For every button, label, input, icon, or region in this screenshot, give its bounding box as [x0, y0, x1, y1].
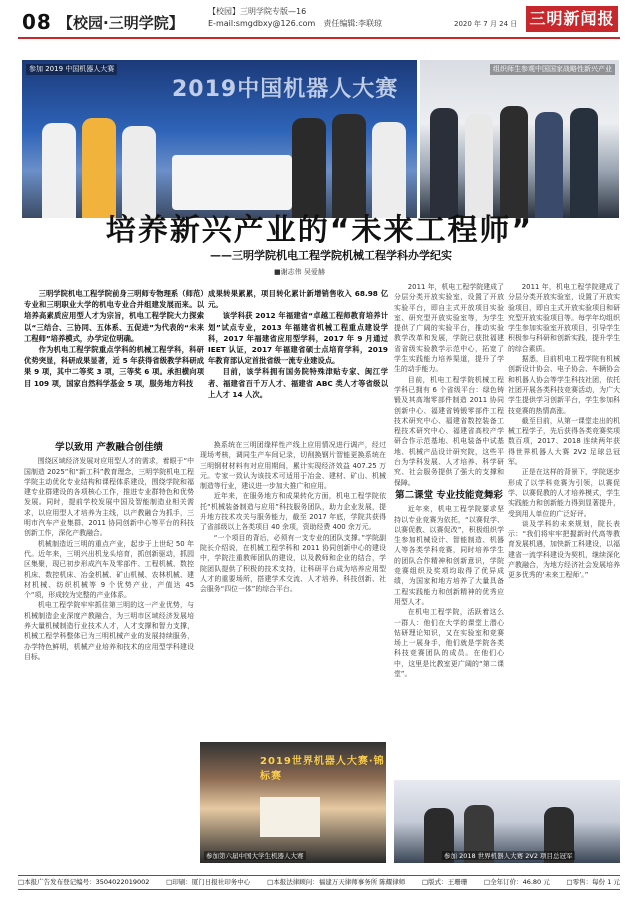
- body-paragraph: 机电工程学院牢牢抓住第三明的这一产业优势，与机械制造企业深度产教融合，为三明市区域经济发展培养大量机械制造行业技术人才，人才支撑和智力支撑，机械工程学科整体已为三明机械产业的发展持续服务，办学特色鲜明，机械产业培养和技术的应用型学科建设目标。: [24, 601, 194, 661]
- body-paragraph: 机械制造近三明的重点产业，起步于上世纪 50 年代。近年来，三明兴出机龙头培育，抓创新驱动，抓园区集聚，现已初步形成汽车及零部件、工程机械、数控机床、数控机床、冶金机械、矿山机械、农林机械、建材机械、纺织机械等 9 个优势产业，产值达 45 个“项，形成较为完整的产业体系。: [24, 539, 194, 600]
- photo-board-text: 2019世界机器人大赛·锦标赛: [260, 756, 385, 782]
- body-paragraph: 截至目前，从第一课堂走出的机械工程学子，先后获得各类竞赛奖项数百项，2017、2018 连续两年获得世界机器人大赛 2V2 足球总冠军。: [508, 416, 620, 467]
- body-paragraph: 在机电工程学院，活跃着这么一群人：他们在大学的课堂上潜心钻研理论知识，又在实验室和竞赛场上一展身手，他们就是学院各类科技竞赛团队的成员。在他们心中，这里是比教室更广阔的“第二课堂”。: [394, 608, 504, 678]
- body-paragraph: 目前，机电工程学院机械工程学科已拥有 6 个省级平台：绿色铸锻及其高端零部件制造 2011 协同创新中心、福建省铸锻零部件工程技术研究中心、福建省数控装备工程技术研究中心、福建省高校产学研合作示范基地、机电装备中试基地、机械产品设计研究院，这些平台为学科发展、人才培养、科学研究、社会服务提供了强大的支撑和保障。: [394, 375, 504, 487]
- article-subtitle: ——三明学院机电工程学院机械工程学科办学纪实: [210, 249, 452, 262]
- lead-column-left: [24, 288, 204, 389]
- issue-date: 2020 年 7 月 24 日: [454, 20, 518, 28]
- header-info: [208, 6, 390, 30]
- newspaper-header: [0, 0, 639, 38]
- editor-label: 责任编辑:李联琼: [323, 19, 383, 28]
- school-flag: [172, 155, 292, 210]
- body-paragraph: 围绕区域经济发展对应用型人才的需求，着眼于“中国制造 2025”和“新工科”教育理念，三明学院机电工程学院主动优化专业结构和课程体系建设，围绕学院和福建专业群建设的各项核心工作，推进专业群特色和优势发展。同时，提前学校发展中国及智能制造业相关需求，以应用型人才培养为主线，以产教融合为抓手，三明市汽车产业集群、2011 协同创新中心等平台的科技创新工作，深化产教融合。: [24, 457, 194, 538]
- body-column-1: [24, 440, 194, 865]
- body-paragraph: 据悉，目前机电工程学院有机械创新设计协会、电子协会、车辆协会和机器人协会等学生科技社团，依托社团开展各类科技竞赛活动，为广大学生提供学习创新平台，学生参加科技竞赛的热情高涨。: [508, 355, 620, 415]
- page-number: 08: [22, 10, 52, 34]
- footer-item: □全年订价：46.80 元: [483, 878, 550, 886]
- body-paragraph: 2011 年，机电工程学院建成了分层分类开放实验室，设置了开放实验项目，即自主式开放实验项目和研究型开放实验项目等。每学年均组织学生参加实验室开放项目，引导学生积极参与科研和创新实践，提升学生的综合素质。: [508, 283, 620, 353]
- team-photo: [200, 742, 386, 863]
- newspaper-logo: 三明新闻报: [526, 6, 618, 32]
- email-label: E-mail:smgdbxy@126.com: [208, 19, 316, 28]
- section-title: 【校园·三明学院】: [58, 14, 184, 32]
- edition-label: 【校园】三明学院专版—16: [208, 7, 307, 16]
- person-figure: [332, 114, 366, 218]
- article-headline: 培养新兴产业的“未来工程师”: [105, 213, 534, 248]
- certificate-board: [260, 797, 320, 837]
- footer-item: □本报法律顾问：福建万天律师事务所 陈耀律师: [267, 878, 406, 886]
- person-figure: [535, 112, 563, 218]
- person-figure: [500, 106, 528, 218]
- footer-item: □零售：每份 1 元: [566, 878, 620, 886]
- body-paragraph: 近年来，在服务地方和成果转化方面，机电工程学院依托“机械装备制造与应用”科技服务团队，助力企业发展，提升地方技术攻关与服务能力，截至 2017 年底，学院共获得了省部级以上各类项目 40 余项，资助经费 400 余万元。: [200, 492, 386, 532]
- newspaper-footer: [18, 875, 620, 890]
- person-figure: [292, 118, 326, 218]
- body-paragraph: 近年来，机电工程学院要求坚持以专业竞赛为依托，“以赛促学、以赛促教、以赛促改”，积极组织学生参加机械设计、智能制造、机器人等各类学科竞赛，同时培养学生的团队合作精神和创新意识，学院竞赛组织及奖项均取得了优异成绩，为国家和地方培养了大量具备工程实践能力和创新精神的优秀应用型人才。: [394, 505, 504, 606]
- lead-paragraph: 该学科获 2012 年福建省“卓越工程师教育培养计划”试点专业，2013 年福建省机械工程重点建设学科，2017 年福建省应用型学科，2017 年 9 月通过 IEET 认证，2017 年福建省硕士点培育学科，2019 年教育部认定首批省级一流专业建设点。: [208, 311, 388, 366]
- body-column-2: [200, 440, 386, 738]
- footer-item: □本报广告发布登记编号：3504022019002: [18, 878, 150, 886]
- robot-contest-photo: [22, 60, 417, 218]
- footer-item: □版式：王珊珊: [422, 878, 468, 886]
- person-figure: [465, 114, 493, 218]
- visit-photo: [420, 60, 619, 218]
- photo-caption: 组织师生参观中国国家战略性新兴产业: [490, 64, 615, 75]
- article-byline: ■谢志伟 吴爱赫: [274, 268, 325, 276]
- photo-caption: 参加 2018 世界机器人大赛 2V2 项目总冠军: [444, 852, 573, 860]
- lead-column-right: [208, 288, 388, 400]
- lead-paragraph: 作为机电工程学院重点学科的机械工程学科，科研优势突显，科研成果显著，近 5 年获得省级教学科研成果 9 项，其中二等奖 3 项，三等奖 6 项。承担横向项目 109 项，国家自然科学基金 5 项，服务地方科技: [24, 345, 204, 388]
- photo-caption: 参加 2019 中国机器人大赛: [26, 64, 117, 75]
- award-photo: [394, 780, 620, 863]
- body-column-4: [508, 282, 620, 860]
- lead-paragraph: 三明学院机电工程学院前身三明师专物理系（师范）专业和三明职业大学的机电专业合并组建发展而来。以培养高素质应用型人才为宗旨，机电工程学院大力探索以“三结合、三协同、五体系、五促进”为代表的“未来工程师”培养模式，办学定位明确。: [24, 289, 204, 343]
- person-figure: [82, 118, 116, 218]
- body-paragraph: 2011 年，机电工程学院建成了分层分类开放实验室，设置了开放实验平台，即自主式开放项目实验室、研究型开放实验室等，为学生提供了广阔的实验平台，推动实验教学改革和发展，学院已获批福建省省级实验教学示范中心，拓宽了学生实践能力培养渠道，提升了学生的动手能力。: [394, 283, 504, 374]
- body-paragraph: 正是在这样的背景下，学院逐步形成了以学科竞赛为引领，以赛促学、以赛促教的人才培养模式，学生实践能力和创新能力得到显著提升，受到用人单位的广泛好评。: [508, 468, 620, 518]
- photo-caption: 参加第六届中国大学生机器人大赛: [206, 852, 304, 860]
- section-heading: 第二课堂 专业技能竞舞彩: [395, 489, 503, 501]
- header-rule: [18, 37, 620, 39]
- person-figure: [372, 122, 406, 218]
- person-figure: [570, 108, 598, 218]
- body-column-3: [394, 282, 504, 860]
- photo-banner-text: 2019中国机器人大赛: [172, 77, 399, 102]
- person-figure: [430, 108, 458, 218]
- body-paragraph: “一个项目的背后，必须有一支专业的团队支撑。”学院副院长介绍说，在机械工程学科和 2011 协同创新中心的建设中，学院注重教师团队的建设，以及教师和企业的结合，学院团队提供了积极的技术支持，让科研平台成为培养应用型人才的重要场所，搭建学术交流、人才培养、科技创新、社会服务“四位一体”的综合平台。: [200, 533, 386, 594]
- lead-paragraph: 成果转果累累，项目转化累计新增销售收入 68.98 亿元。: [208, 289, 388, 310]
- section-heading: 学以致用 产教融合创佳绩: [55, 442, 163, 453]
- footer-item: □印刷：厦门日报社印务中心: [166, 878, 251, 886]
- body-paragraph: 谈及学科的未来规划，院长表示：“我们将牢牢把握新时代高等教育发展机遇，加快新工科建设，以福建省一流学科建设为契机，继续深化产教融合，为地方经济社会发展培养更多优秀的‘未来工程师’。”: [508, 519, 620, 580]
- lead-paragraph: 目前，该学科拥有国务院特殊津贴专家、闽江学者、福建省百千万人才、福建省 ABC 类人才等省级以上人才 14 人次。: [208, 367, 388, 399]
- person-figure: [42, 123, 76, 218]
- body-paragraph: 换系统在三明团缘样性产线上应用情况进行调产，经过现场考核，调同生产车间记录，切削换钢片智能更换系统在三明钢材材料有对应用期间，累计实现经济效益 407.25 万元。专家一致认为该技术可适用于冶金、建材、矿山、机械制造等行业，建议进一步加大推广和应用。: [200, 441, 386, 491]
